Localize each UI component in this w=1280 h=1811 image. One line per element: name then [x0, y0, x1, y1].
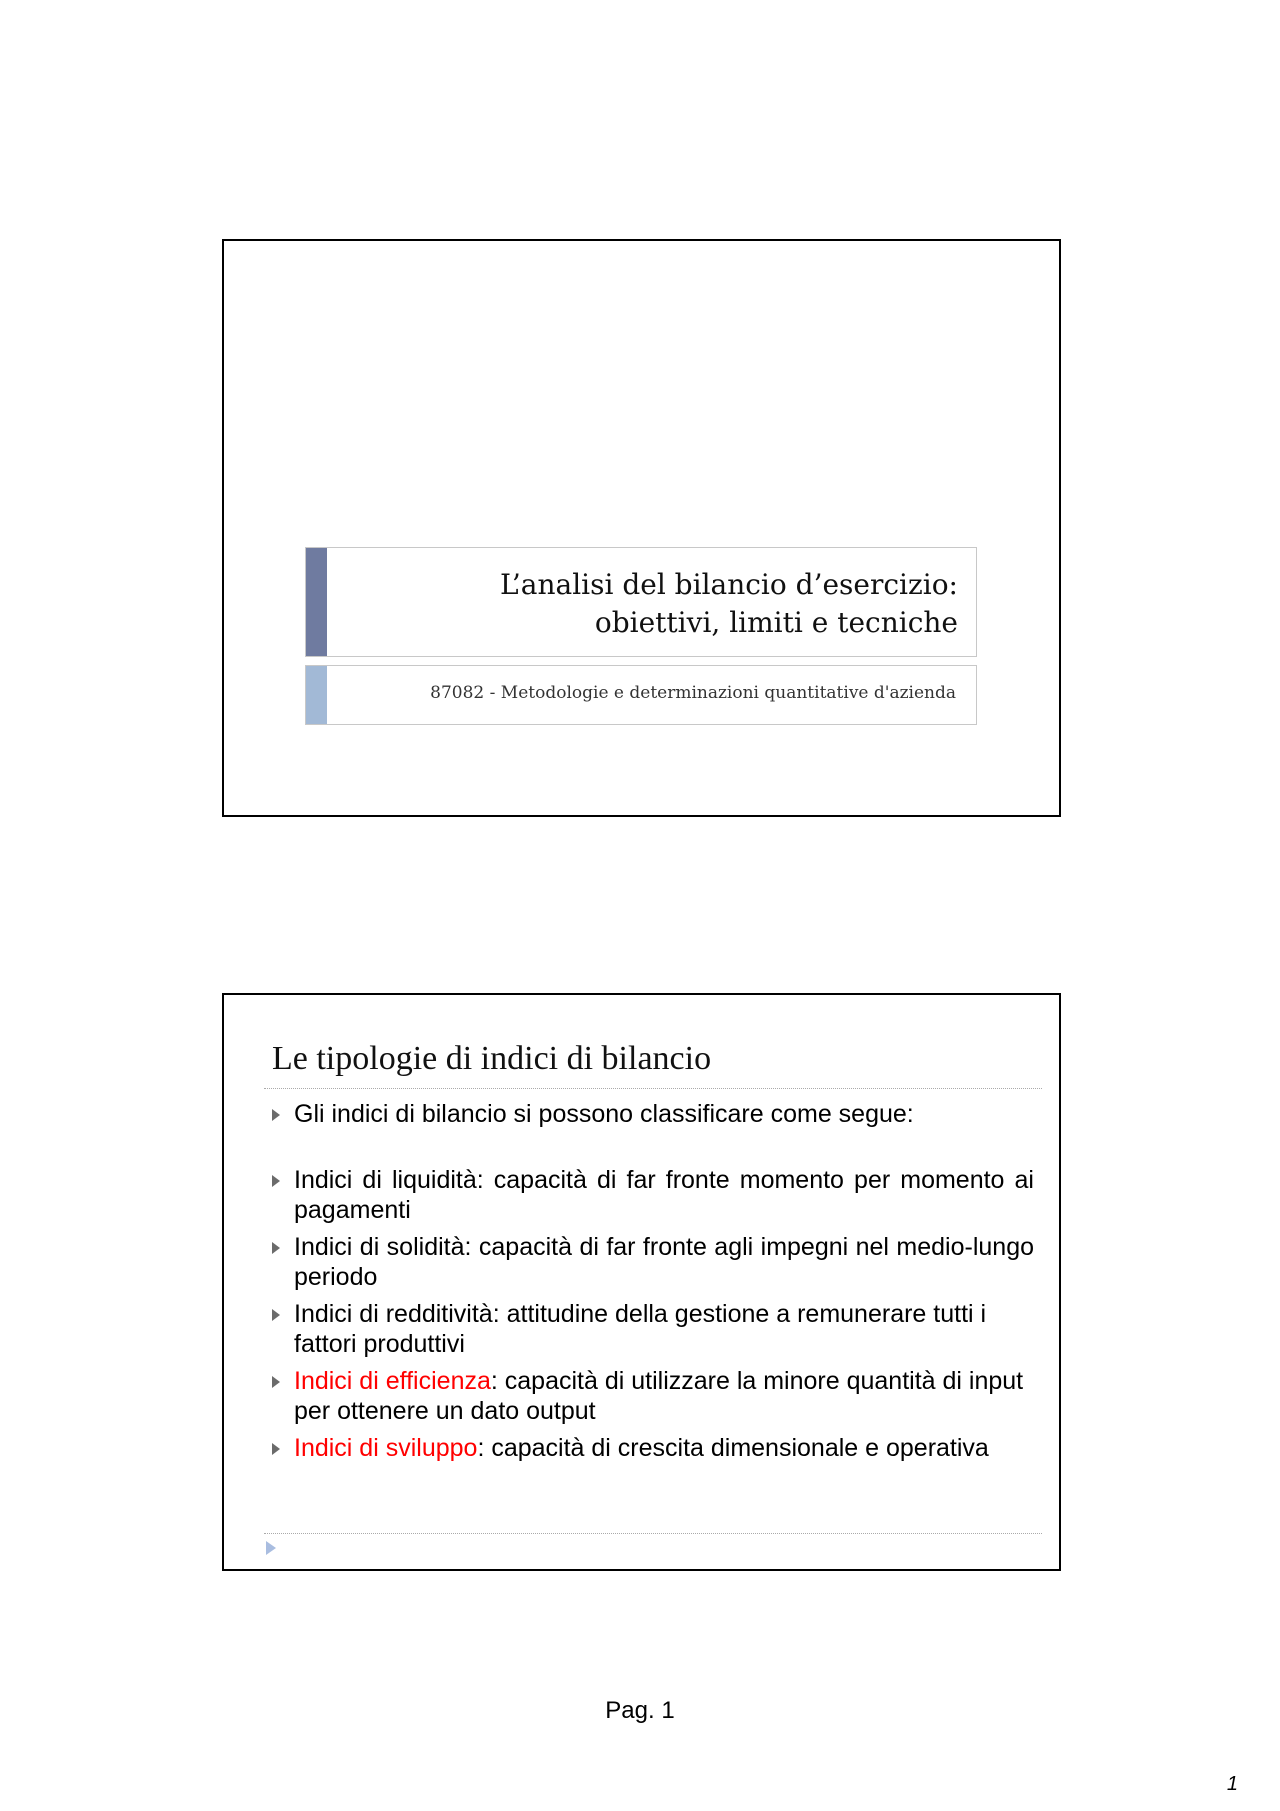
bullet-label: Indici di solidità [294, 1233, 465, 1261]
bullet-arrow-icon [272, 1376, 280, 1388]
bullet-item [266, 1433, 1034, 1463]
title-line-1: L’analisi del bilancio d’esercizio: [500, 568, 958, 601]
bullet-label: Indici di liquidità [294, 1166, 477, 1194]
bullet-item [266, 1232, 1034, 1292]
bullet-intro [266, 1099, 1034, 1129]
bullet-description: : attitudine della gestione a remunerare tutti i fattori produttivi [294, 1300, 987, 1358]
bullet-item [266, 1366, 1034, 1426]
title-box [305, 547, 977, 657]
bullet-arrow-icon [272, 1242, 280, 1254]
page-number: 1 [1226, 1773, 1238, 1795]
slide-indici [222, 993, 1061, 1571]
subtitle-accent-bar [306, 666, 327, 724]
bullet-label: Indici di redditività [294, 1300, 493, 1328]
bullet-arrow-icon [272, 1443, 280, 1455]
slide-end-arrow-icon [266, 1541, 276, 1555]
slide-subtitle: 87082 - Metodologie e determinazioni quantitative d'azienda [430, 683, 956, 703]
bullet-arrow-icon [272, 1109, 280, 1121]
subtitle-box [305, 665, 977, 725]
slide-heading: Le tipologie di indici di bilancio [272, 1040, 712, 1077]
bullet-text: Gli indici di bilancio si possono classificare come segue: [294, 1100, 914, 1128]
bullet-description: : capacità di crescita dimensionale e operativa [477, 1434, 989, 1462]
bullet-item [266, 1299, 1034, 1359]
slide-main-title [500, 566, 958, 642]
bullet-arrow-icon [272, 1175, 280, 1187]
bullet-label-highlighted: Indici di sviluppo [294, 1434, 478, 1462]
slide-title [222, 239, 1061, 817]
bullet-description: : capacità di far fronte momento per momento ai pagamenti [294, 1166, 1034, 1224]
page-footer: Pag. 1 [605, 1697, 675, 1724]
bullet-item [266, 1165, 1034, 1225]
bullet-description: : capacità di far fronte agli impegni nel medio-lungo periodo [294, 1233, 1035, 1291]
bullet-list [266, 1099, 1034, 1470]
bullet-label-highlighted: Indici di efficienza [294, 1367, 491, 1395]
bullet-description: : capacità di utilizzare la minore quantità di input per ottenere un dato output [294, 1367, 1024, 1425]
dotted-divider-top [264, 1088, 1042, 1089]
bullet-arrow-icon [272, 1309, 280, 1321]
dotted-divider-bottom [264, 1533, 1042, 1534]
title-accent-bar [306, 548, 327, 656]
title-line-2: obiettivi, limiti e tecniche [594, 606, 958, 639]
